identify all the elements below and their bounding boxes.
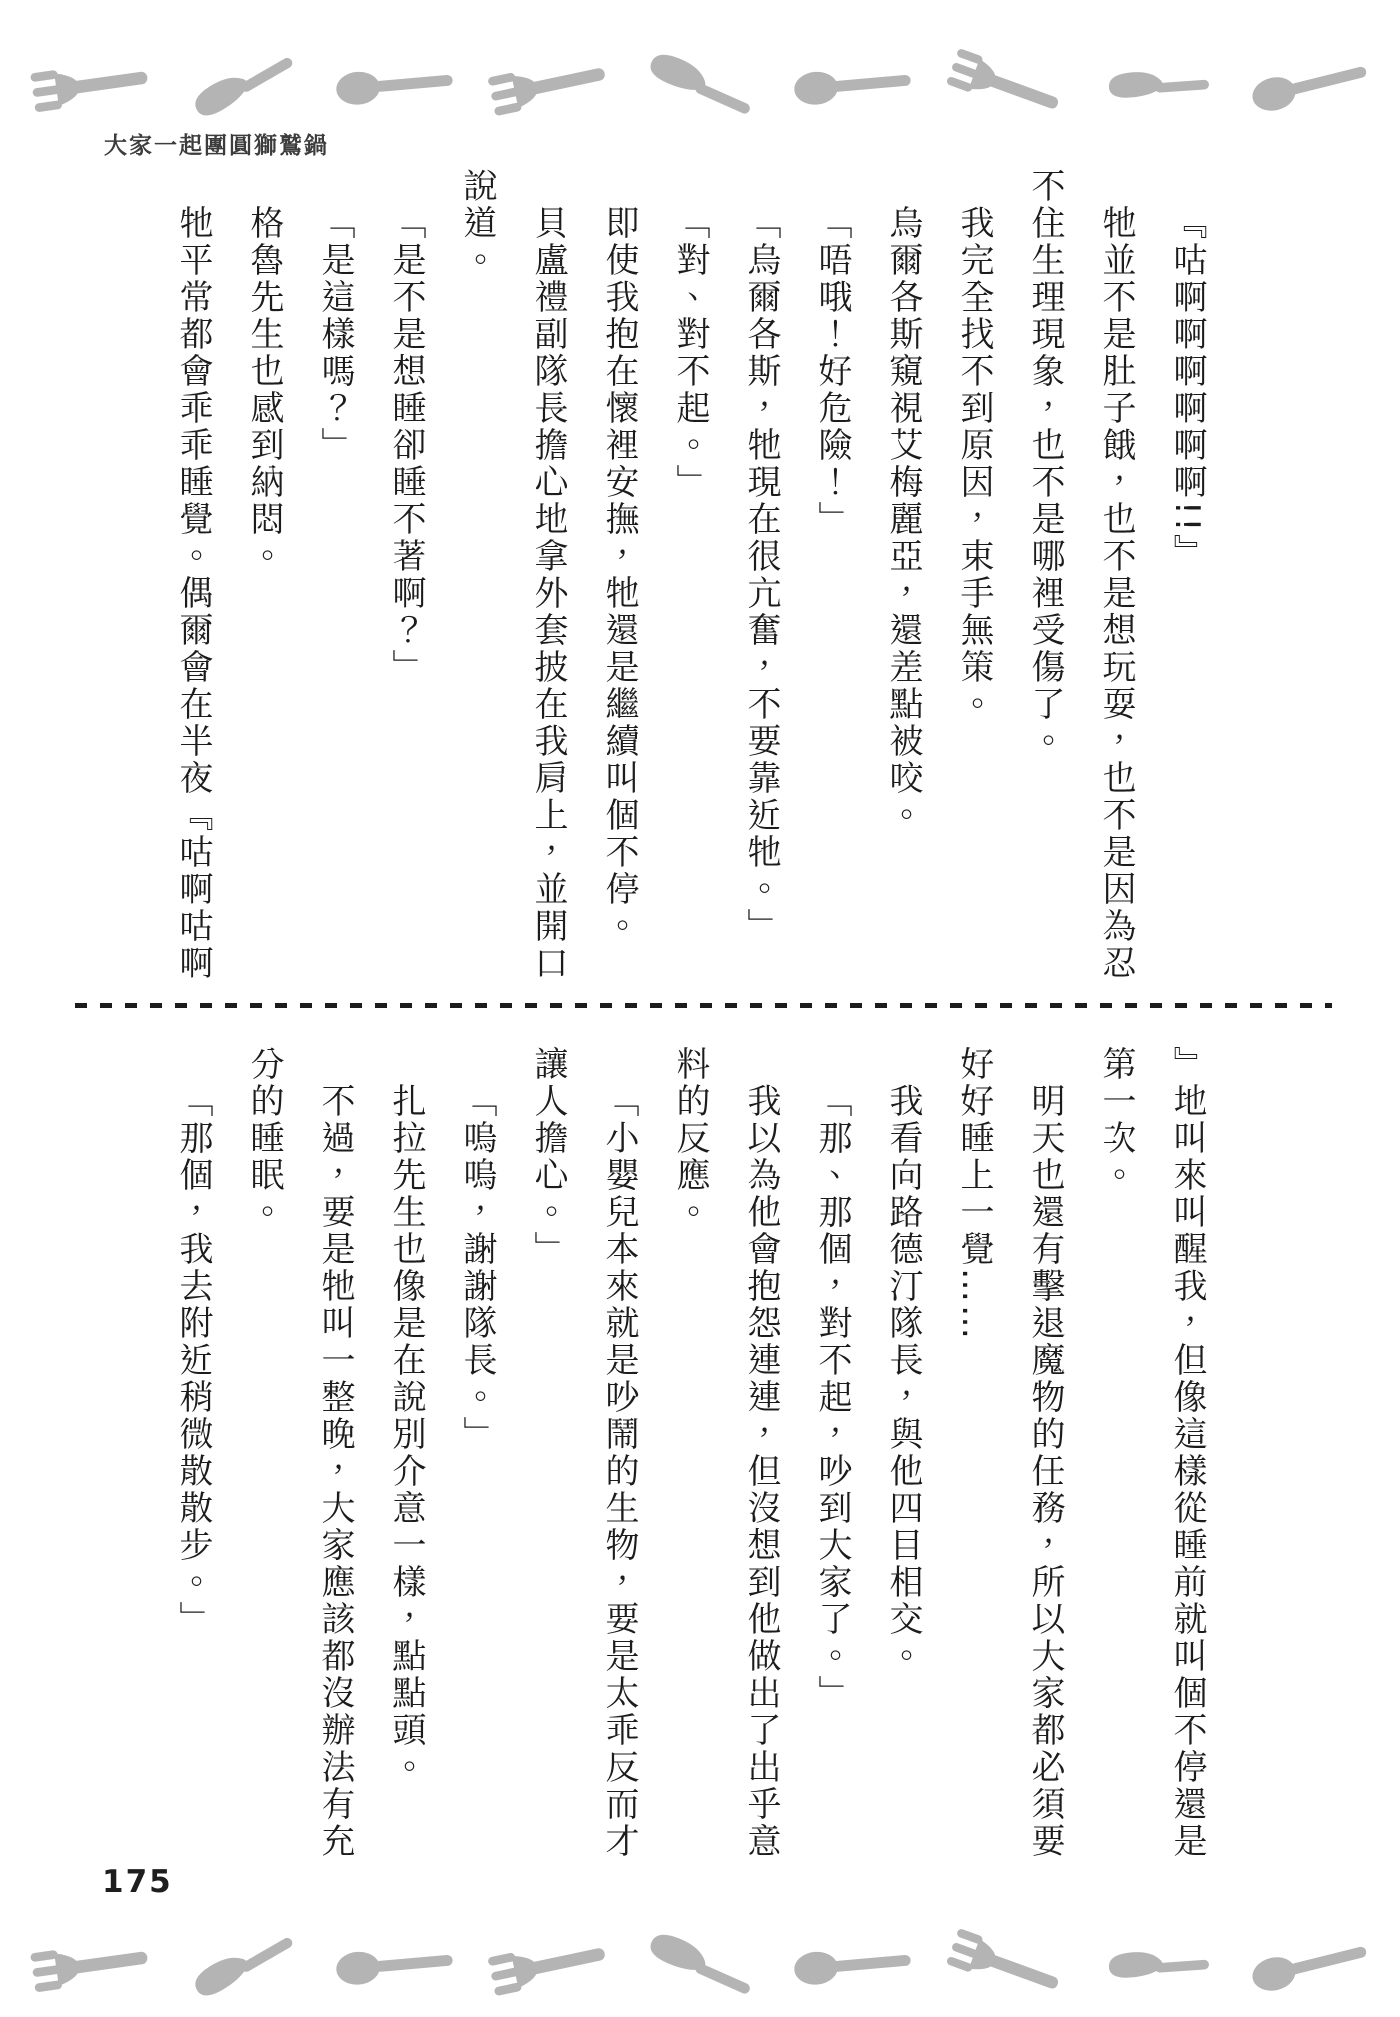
text-section-bottom <box>154 1046 1222 1866</box>
spoon-icon <box>786 1933 918 1998</box>
spoon-icon <box>329 1933 461 1998</box>
knife-icon <box>633 36 766 133</box>
paragraph: 』地叫來叫醒我，但像這樣從睡前就叫個不停還是第一次。 <box>1096 1046 1207 1860</box>
fork-icon <box>938 39 1073 131</box>
paragraph: 貝盧禮副隊長擔心地拿外套披在我肩上，並開口說道。 <box>457 168 568 982</box>
fork-icon <box>479 1925 615 2004</box>
paragraph: 我看向路德汀隊長，與他四目相交。 <box>883 1083 923 1675</box>
page-number: 175 <box>102 1864 173 1900</box>
paragraph: 「那個，我去附近稍微散散步。」 <box>173 1083 213 1638</box>
paragraph: 即使我抱在懷裡安撫，牠還是繼續叫個不停。 <box>599 205 639 945</box>
paragraph: 不過，要是牠叫一整晚，大家應該都沒辦法有充分的睡眠。 <box>244 1046 355 1860</box>
paragraph: 烏爾各斯窺視艾梅麗亞，還差點被咬。 <box>883 205 923 834</box>
text-section-top <box>154 168 1222 988</box>
fork-icon <box>23 49 157 120</box>
paragraph: 明天也還有擊退魔物的任務，所以大家都必須要好好睡上一覺…… <box>954 1046 1065 1860</box>
dashed-divider <box>75 1003 1332 1008</box>
spoon-icon <box>329 53 461 118</box>
knife-icon <box>178 1913 308 2017</box>
paragraph: 我以為他會抱怨連連，但沒想到他做出了出乎意料的反應。 <box>670 1046 781 1860</box>
paragraph: 格魯先生也感到納悶。 <box>244 205 284 575</box>
paragraph: 我完全找不到原因，束手無策。 <box>954 205 994 723</box>
spoon-icon <box>786 53 918 118</box>
fork-icon <box>479 45 615 124</box>
knife-icon <box>178 33 308 137</box>
paragraph: 牠平常都會乖乖睡覺。偶爾會在半夜『咕啊咕啊 <box>173 205 213 982</box>
cutlery-border-bottom <box>0 1922 1400 2008</box>
spoon-icon <box>1241 1923 1378 2006</box>
paragraph: 牠並不是肚子餓，也不是想玩耍，也不是因為忍不住生理現象，也不是哪裡受傷了。 <box>1025 168 1136 982</box>
paragraph: 「是不是想睡卻睡不著啊？」 <box>386 205 426 686</box>
knife-icon <box>633 1916 766 2013</box>
paragraph: 「是這樣嗎？」 <box>315 205 355 464</box>
paragraph: 「對、對不起。」 <box>670 205 710 501</box>
paragraph: 「那、那個，對不起，吵到大家了。」 <box>812 1083 852 1712</box>
fork-icon <box>23 1929 157 2000</box>
paragraph: 「嗚嗚，謝謝隊長。」 <box>457 1083 497 1453</box>
knife-icon <box>1100 1937 1216 1992</box>
running-head: 大家一起團圓獅鷲鍋 <box>104 133 329 159</box>
knife-icon <box>1100 57 1216 112</box>
paragraph: 「小嬰兒本來就是吵鬧的生物，要是太乖反而才讓人擔心。」 <box>528 1046 639 1860</box>
cutlery-border-top <box>0 42 1400 128</box>
paragraph: 「唔哦！好危險！」 <box>812 205 852 538</box>
paragraph: 「烏爾各斯，牠現在很亢奮，不要靠近牠。」 <box>741 205 781 945</box>
spoon-icon <box>1241 43 1378 126</box>
fork-icon <box>938 1919 1073 2011</box>
paragraph: 『咕啊啊啊啊啊啊!!』 <box>1167 205 1207 572</box>
paragraph: 扎拉先生也像是在說別介意一樣，點點頭。 <box>386 1083 426 1786</box>
